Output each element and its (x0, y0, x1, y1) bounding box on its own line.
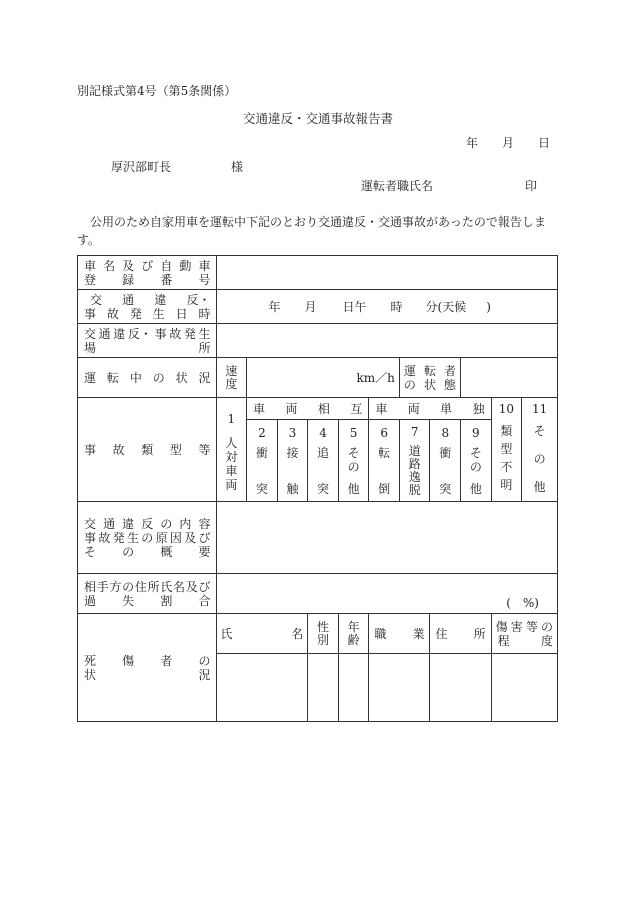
header-sex: 性別 (308, 614, 339, 654)
row-location (78, 324, 558, 358)
label-accident-type: 事 故 類 型 等 (78, 398, 217, 502)
casualty-sex-field[interactable] (308, 654, 339, 722)
speed-label: 速度 (216, 358, 247, 398)
violation-details-field[interactable] (216, 502, 557, 574)
casualty-age-field[interactable] (338, 654, 369, 722)
label-violation-details: 交 通 違 反 の 内 容 事 故 発 生 の 原 因 及 び そ の 概 要 (78, 502, 217, 574)
row-datetime (78, 290, 558, 324)
report-date (466, 134, 550, 151)
type-1-person-vehicle[interactable]: 1 人 対 車 両 (216, 398, 247, 502)
casualty-degree-field[interactable] (491, 654, 557, 722)
row-driving-status (78, 358, 558, 398)
label-driving-status: 運 転 中 の 状 況 (78, 358, 217, 398)
driver-state-label: 運 転 者 の 状 態 (399, 358, 460, 398)
day-label: 日 (537, 136, 550, 150)
label-other-party: 相 手 方 の 住 所 氏 名 及 び 過 失 割 合 (78, 574, 217, 614)
type-11-other[interactable]: 11 そ の 他 (522, 398, 558, 502)
type-5-mutual-other[interactable]: 5 そ の 他 (338, 420, 369, 502)
type-8-single-collision[interactable]: 8 衝 突 (430, 420, 461, 502)
label-casualty-status: 死 傷 者 の 状 況 (78, 614, 217, 722)
type-9-single-other[interactable]: 9 そ の 他 (461, 420, 492, 502)
label-location: 交 通 違 反・ 事 故 発 生 場 所 (78, 324, 217, 358)
header-name: 氏 名 (216, 614, 308, 654)
header-injury-degree: 傷 害 等 の 程 度 (491, 614, 557, 654)
seal-mark: 印 (525, 179, 538, 193)
fault-percent: ( %) (506, 596, 539, 610)
row-accident-type-header (78, 398, 558, 420)
header-occupation: 職 業 (369, 614, 430, 654)
type-10-unknown[interactable]: 10 類 型 不 明 (491, 398, 522, 502)
row-vehicle (78, 256, 558, 290)
casualty-address-field[interactable] (430, 654, 491, 722)
type-7-road-departure[interactable]: 7 道 路 逸 脱 (399, 420, 430, 502)
label-vehicle: 車 名 及 び 自 動 車 登 録 番 号 (78, 256, 217, 290)
group-vehicle-mutual: 車 両 相 互 (247, 398, 369, 420)
speed-unit: km／h (356, 370, 395, 385)
form-number: 別記様式第4号（第5条関係） (77, 84, 237, 98)
speed-field[interactable] (247, 358, 400, 398)
row-violation-details (78, 502, 558, 574)
row-other-party (78, 574, 558, 614)
type-3-contact[interactable]: 3 接 触 (277, 420, 308, 502)
form-title: 交通違反・交通事故報告書 (243, 111, 394, 126)
label-datetime: 交 通 違 反・ 事 故 発 生 日 時 (78, 290, 217, 324)
report-table (77, 255, 558, 722)
type-2-collision[interactable]: 2 衝 突 (247, 420, 278, 502)
location-field[interactable] (216, 324, 557, 358)
group-vehicle-single: 車 両 単 独 (369, 398, 491, 420)
year-label: 年 (466, 136, 479, 150)
header-address: 住 所 (430, 614, 491, 654)
reporter-label: 運転者職氏名 (361, 179, 434, 193)
type-4-rear-end[interactable]: 4 追 突 (308, 420, 339, 502)
driver-state-field[interactable] (461, 358, 558, 398)
casualty-name-field[interactable] (216, 654, 308, 722)
vehicle-field[interactable] (216, 256, 557, 290)
addressee: 厚沢部町長 (111, 160, 172, 174)
month-label: 月 (501, 136, 514, 150)
intro-text: 公用のため自家用車を運転中下記のとおり交通違反・交通事故があったので報告します。 (77, 215, 546, 247)
row-casualty-header (78, 614, 558, 654)
datetime-field[interactable]: 年 月 日午 時 分(天候 ) (216, 290, 557, 324)
honorific: 様 (231, 160, 244, 174)
casualty-occupation-field[interactable] (369, 654, 430, 722)
type-6-overturn[interactable]: 6 転 倒 (369, 420, 400, 502)
other-party-field[interactable] (216, 574, 557, 614)
header-age: 年齢 (338, 614, 369, 654)
